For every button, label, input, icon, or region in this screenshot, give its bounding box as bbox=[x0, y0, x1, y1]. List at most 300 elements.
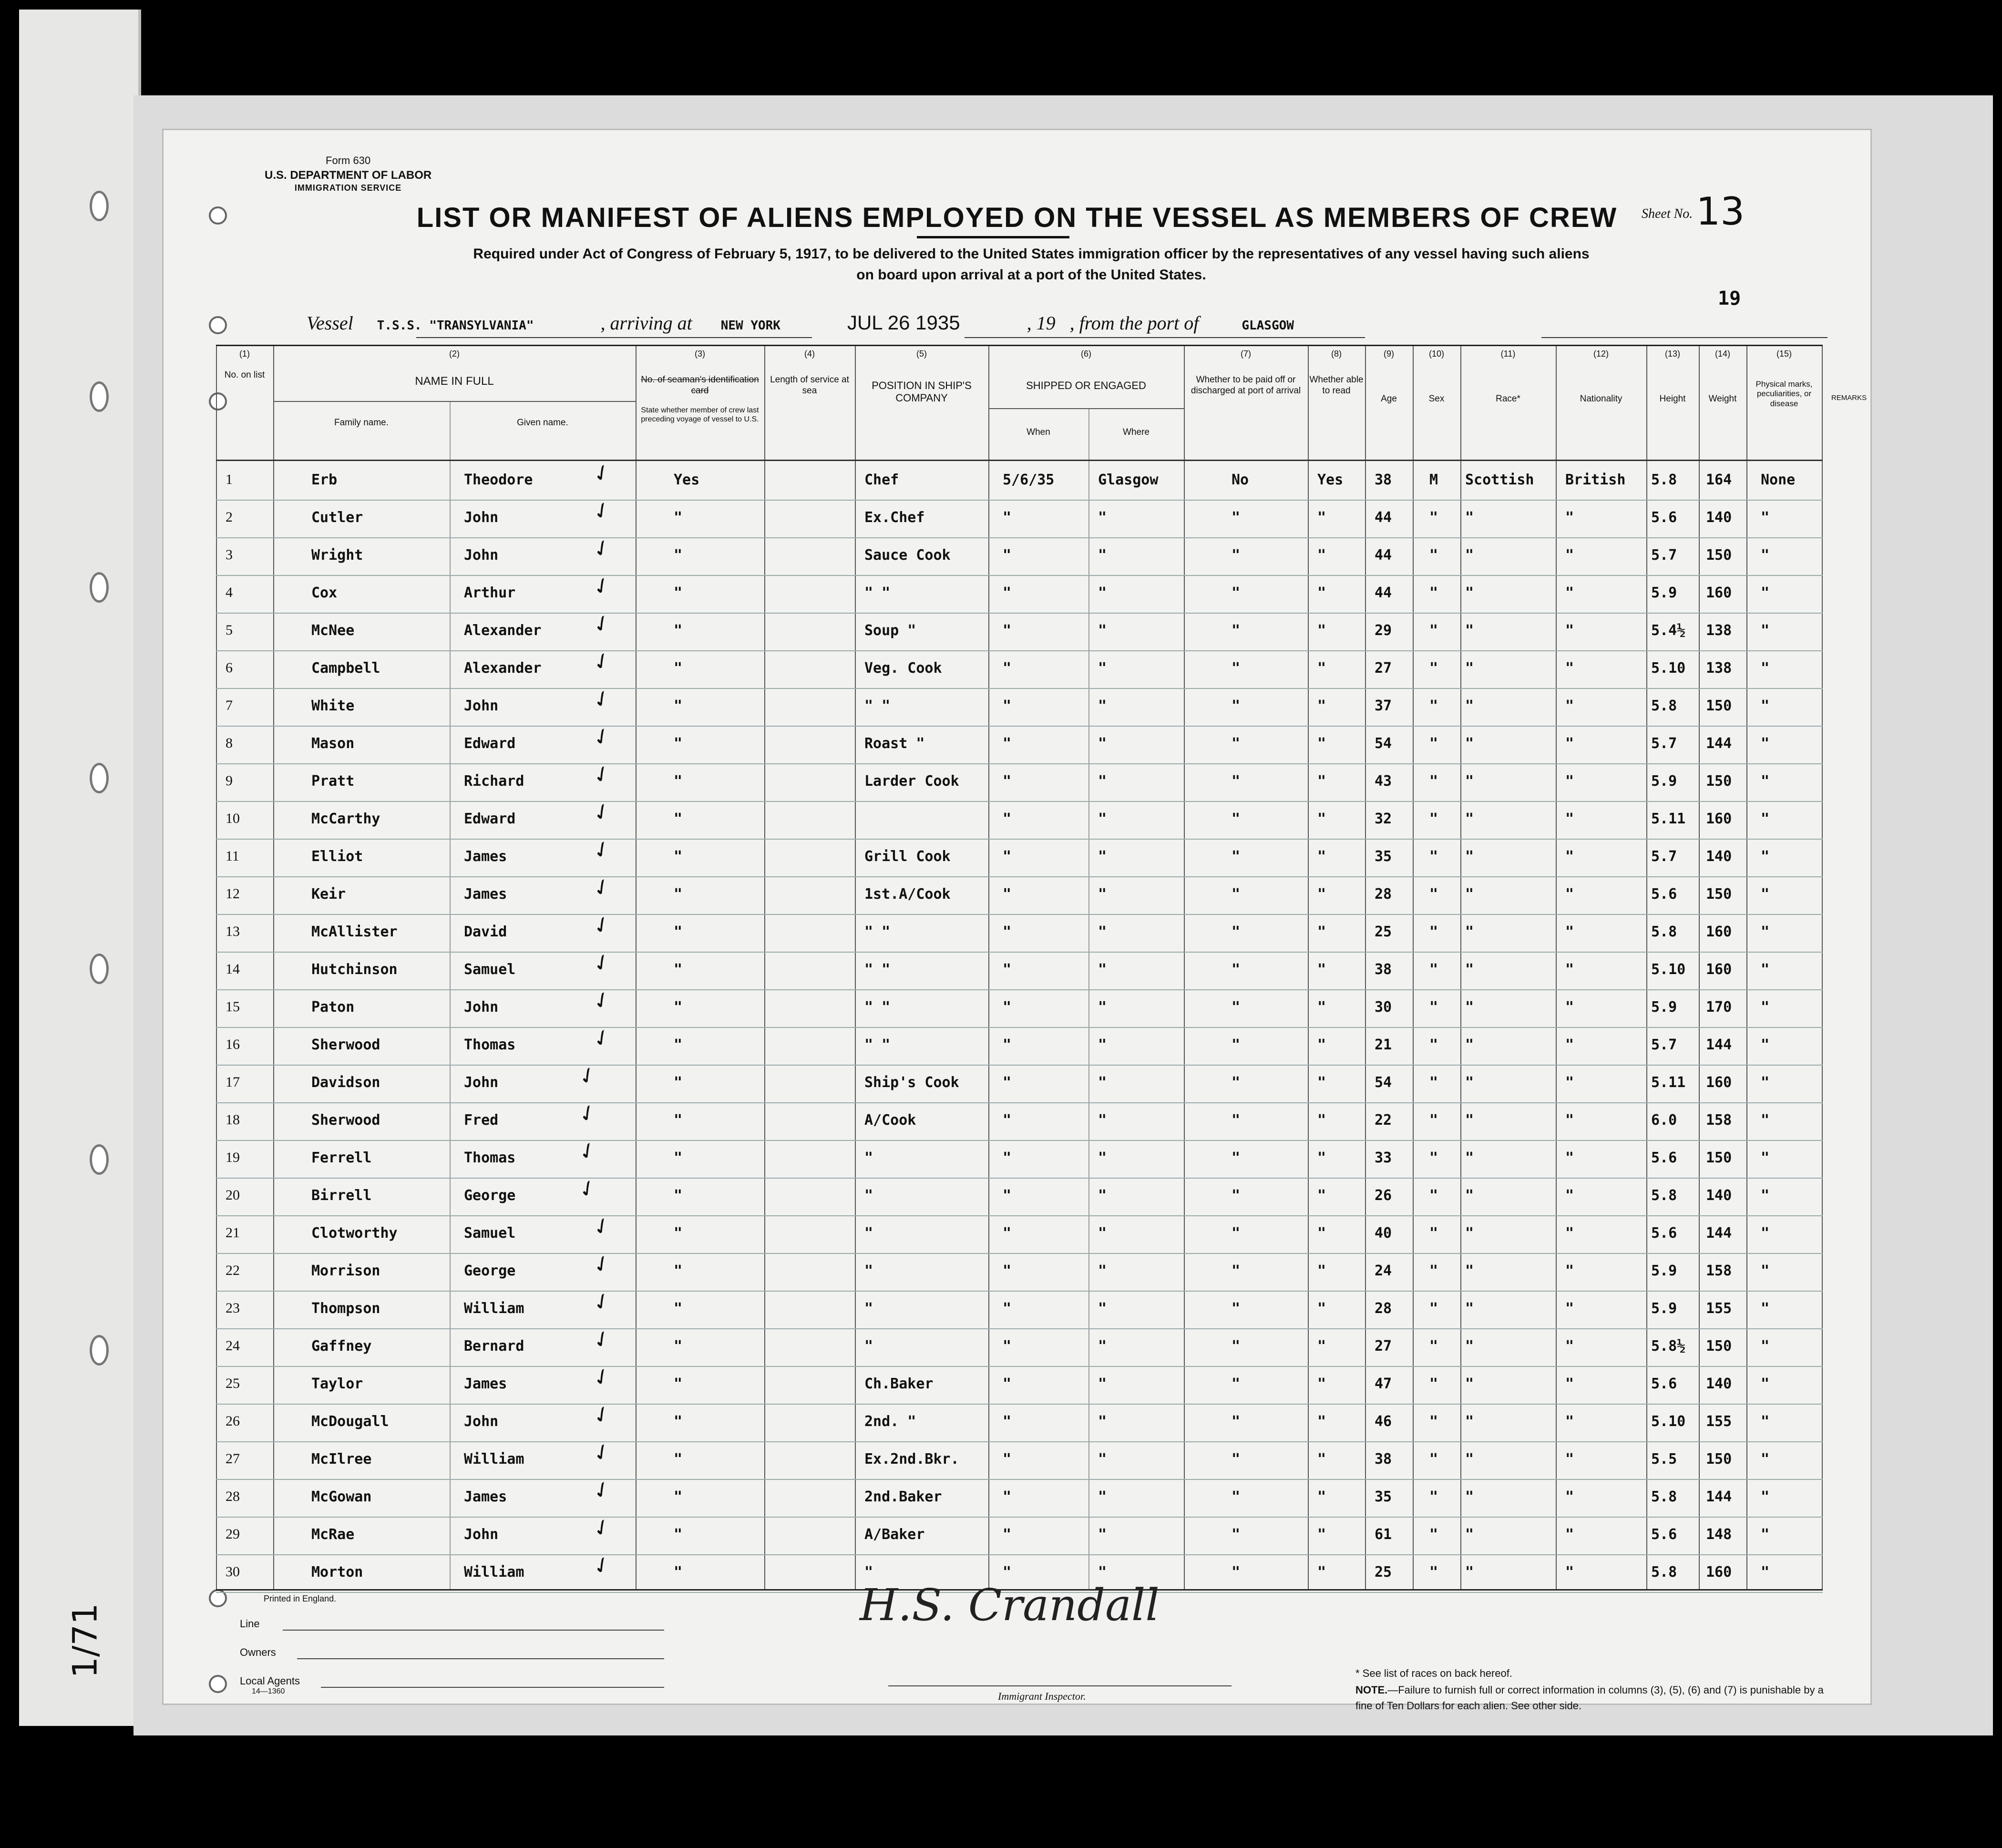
nationality: " bbox=[1565, 735, 1574, 752]
manifest-sheet bbox=[162, 129, 1872, 1712]
col-num: (7) bbox=[1241, 349, 1251, 359]
race: " bbox=[1465, 1150, 1474, 1166]
row-number: 6 bbox=[226, 660, 233, 676]
weight: 144 bbox=[1706, 1037, 1732, 1053]
check-mark: ✓ bbox=[587, 909, 616, 941]
shipped-when: " bbox=[1003, 773, 1012, 790]
able-to-read: " bbox=[1317, 961, 1326, 978]
able-to-read: " bbox=[1317, 848, 1326, 865]
given-name: Samuel bbox=[464, 1225, 516, 1242]
given-name: William bbox=[464, 1451, 524, 1468]
binder-hole bbox=[90, 191, 109, 221]
previous-voyage: " bbox=[674, 585, 683, 601]
physical-marks: " bbox=[1761, 1074, 1770, 1091]
row-number: 8 bbox=[226, 735, 233, 751]
check-mark: ✓ bbox=[587, 608, 616, 639]
previous-voyage: " bbox=[674, 848, 683, 865]
header-nationality: Nationality bbox=[1580, 394, 1622, 404]
shipped-when: " bbox=[1003, 1037, 1012, 1053]
age: 38 bbox=[1375, 1451, 1392, 1468]
nationality: " bbox=[1565, 1338, 1574, 1355]
previous-voyage: " bbox=[674, 1150, 683, 1166]
able-to-read: " bbox=[1317, 1225, 1326, 1242]
able-to-read: " bbox=[1317, 622, 1326, 639]
height: 5.9 bbox=[1651, 585, 1677, 601]
header-physical-marks: Physical marks, peculiarities, or disease bbox=[1756, 380, 1813, 408]
races-note: * See list of races on back hereof. bbox=[1355, 1667, 1512, 1679]
table-row bbox=[216, 533, 1823, 576]
age: 44 bbox=[1375, 585, 1392, 601]
table-row bbox=[216, 1211, 1823, 1254]
family-name: Sherwood bbox=[311, 1112, 380, 1129]
sex: " bbox=[1429, 886, 1438, 903]
shipped-where: " bbox=[1098, 999, 1107, 1016]
nationality: " bbox=[1565, 1225, 1574, 1242]
race: " bbox=[1465, 698, 1474, 714]
family-name: Morton bbox=[311, 1564, 363, 1581]
table-row bbox=[216, 646, 1823, 689]
shipped-where: " bbox=[1098, 660, 1107, 677]
previous-voyage: " bbox=[674, 1526, 683, 1543]
given-name: George bbox=[464, 1263, 516, 1279]
table-row bbox=[216, 1399, 1823, 1442]
header-given-name: Given name. bbox=[517, 418, 568, 428]
title-underline bbox=[917, 236, 1069, 238]
row-number: 3 bbox=[226, 547, 233, 563]
family-name: Paton bbox=[311, 999, 355, 1016]
age: 28 bbox=[1375, 886, 1392, 903]
row-number: 22 bbox=[226, 1263, 240, 1278]
weight: 138 bbox=[1706, 660, 1732, 677]
table-row bbox=[216, 1286, 1823, 1329]
shipped-when: 5/6/35 bbox=[1003, 472, 1055, 488]
shipped-where: " bbox=[1098, 1300, 1107, 1317]
sex: " bbox=[1429, 509, 1438, 526]
family-name: White bbox=[311, 698, 355, 714]
race: " bbox=[1465, 1451, 1474, 1468]
nationality: " bbox=[1565, 1112, 1574, 1129]
sex: " bbox=[1429, 735, 1438, 752]
check-mark: ✓ bbox=[587, 1022, 616, 1054]
shipped-where: " bbox=[1098, 622, 1107, 639]
paid-off: " bbox=[1232, 1376, 1241, 1392]
shipped-when: " bbox=[1003, 1526, 1012, 1543]
nationality: " bbox=[1565, 773, 1574, 790]
race: Scottish bbox=[1465, 472, 1534, 488]
position: 2nd.Baker bbox=[864, 1489, 942, 1505]
paid-off: " bbox=[1232, 1037, 1241, 1053]
header-able-read: Whether able to read bbox=[1309, 375, 1364, 396]
table-row bbox=[216, 1135, 1823, 1179]
col-num: (9) bbox=[1384, 349, 1394, 359]
binder-hole bbox=[90, 1144, 109, 1175]
able-to-read: " bbox=[1317, 547, 1326, 564]
form-number: Form 630 bbox=[326, 154, 371, 166]
height: 5.6 bbox=[1651, 1150, 1677, 1166]
physical-marks: " bbox=[1761, 1187, 1770, 1204]
paid-off: " bbox=[1232, 1300, 1241, 1317]
height: 5.6 bbox=[1651, 1225, 1677, 1242]
check-mark: ✓ bbox=[587, 457, 616, 489]
row-number: 30 bbox=[226, 1564, 240, 1580]
weight: 160 bbox=[1706, 961, 1732, 978]
physical-marks: " bbox=[1761, 1376, 1770, 1392]
previous-voyage: " bbox=[674, 1037, 683, 1053]
family-name: McRae bbox=[311, 1526, 355, 1543]
previous-voyage: " bbox=[674, 961, 683, 978]
race: " bbox=[1465, 735, 1474, 752]
paid-off: " bbox=[1232, 1338, 1241, 1355]
age: 38 bbox=[1375, 472, 1392, 488]
col-num: (6) bbox=[1081, 349, 1091, 359]
physical-marks: " bbox=[1761, 509, 1770, 526]
position: Roast " bbox=[864, 735, 925, 752]
physical-marks: " bbox=[1761, 622, 1770, 639]
height: 5.8 bbox=[1651, 924, 1677, 940]
departure-port: GLASGOW bbox=[1242, 318, 1294, 333]
position: Chef bbox=[864, 472, 899, 488]
given-name: George bbox=[464, 1187, 516, 1204]
table-row bbox=[216, 683, 1823, 727]
given-name: Bernard bbox=[464, 1338, 524, 1355]
age: 27 bbox=[1375, 1338, 1392, 1355]
shipped-where: " bbox=[1098, 1074, 1107, 1091]
previous-voyage: " bbox=[674, 1263, 683, 1279]
header-shipped: SHIPPED OR ENGAGED bbox=[1026, 380, 1146, 391]
position: " bbox=[864, 1300, 873, 1317]
race: " bbox=[1465, 1338, 1474, 1355]
shipped-when: " bbox=[1003, 1150, 1012, 1166]
agents-code: 14—1360 bbox=[252, 1687, 285, 1695]
shipped-when: " bbox=[1003, 1300, 1012, 1317]
height: 5.6 bbox=[1651, 509, 1677, 526]
printed-note: Printed in England. bbox=[264, 1594, 337, 1603]
given-name: James bbox=[464, 1376, 507, 1392]
shipped-when: " bbox=[1003, 999, 1012, 1016]
weight: 140 bbox=[1706, 848, 1732, 865]
previous-voyage: " bbox=[674, 1300, 683, 1317]
header-name-in-full: NAME IN FULL bbox=[415, 375, 494, 388]
able-to-read: " bbox=[1317, 1526, 1326, 1543]
position: " bbox=[864, 1338, 873, 1355]
shipped-when: " bbox=[1003, 1187, 1012, 1204]
nationality: " bbox=[1565, 1413, 1574, 1430]
race: " bbox=[1465, 1413, 1474, 1430]
given-name: David bbox=[464, 924, 507, 940]
family-name: McAllister bbox=[311, 924, 398, 940]
header-length-service: Length of service at sea bbox=[770, 375, 849, 396]
position: 1st.A/Cook bbox=[864, 886, 951, 903]
check-mark: ✓ bbox=[587, 570, 616, 602]
paid-off: " bbox=[1232, 886, 1241, 903]
check-mark: ✓ bbox=[587, 872, 616, 903]
given-name: James bbox=[464, 886, 507, 903]
col-num: (8) bbox=[1331, 349, 1342, 359]
paid-off: " bbox=[1232, 1413, 1241, 1430]
given-name: John bbox=[464, 1413, 499, 1430]
able-to-read: " bbox=[1317, 1074, 1326, 1091]
able-to-read: " bbox=[1317, 773, 1326, 790]
check-mark: ✓ bbox=[587, 1474, 616, 1506]
sex: " bbox=[1429, 698, 1438, 714]
check-mark: ✓ bbox=[587, 495, 616, 526]
paid-off: " bbox=[1232, 1225, 1241, 1242]
height: 5.11 bbox=[1651, 811, 1686, 827]
previous-voyage: " bbox=[674, 1112, 683, 1129]
previous-voyage: " bbox=[674, 660, 683, 677]
previous-voyage: " bbox=[674, 622, 683, 639]
sex: " bbox=[1429, 1112, 1438, 1129]
previous-voyage: " bbox=[674, 1225, 683, 1242]
inspector-label: Immigrant Inspector. bbox=[998, 1690, 1086, 1702]
able-to-read: " bbox=[1317, 698, 1326, 714]
weight: 150 bbox=[1706, 1338, 1732, 1355]
shipped-when: " bbox=[1003, 698, 1012, 714]
age: 33 bbox=[1375, 1150, 1392, 1166]
row-number: 10 bbox=[226, 811, 240, 826]
col-num: (14) bbox=[1715, 349, 1730, 359]
check-mark: ✓ bbox=[587, 721, 616, 752]
given-name: Alexander bbox=[464, 660, 542, 677]
shipped-when: " bbox=[1003, 509, 1012, 526]
race: " bbox=[1465, 1263, 1474, 1279]
row-number: 28 bbox=[226, 1489, 240, 1504]
binder-label: 1/71 bbox=[65, 1603, 105, 1678]
header-height: Height bbox=[1659, 394, 1686, 404]
check-mark: ✓ bbox=[587, 1361, 616, 1393]
race: " bbox=[1465, 1526, 1474, 1543]
height: 5.9 bbox=[1651, 773, 1677, 790]
height: 5.10 bbox=[1651, 961, 1686, 978]
row-number: 17 bbox=[226, 1074, 240, 1090]
paid-off: " bbox=[1232, 773, 1241, 790]
physical-marks: " bbox=[1761, 660, 1770, 677]
race: " bbox=[1465, 999, 1474, 1016]
shipped-when: " bbox=[1003, 1225, 1012, 1242]
weight: 160 bbox=[1706, 924, 1732, 940]
race: " bbox=[1465, 509, 1474, 526]
shipped-where: " bbox=[1098, 1489, 1107, 1505]
nationality: " bbox=[1565, 886, 1574, 903]
age: 26 bbox=[1375, 1187, 1392, 1204]
height: 5.8 bbox=[1651, 472, 1677, 488]
col-num: (1) bbox=[239, 349, 250, 359]
binder-hole bbox=[90, 572, 109, 603]
shipped-when: " bbox=[1003, 1413, 1012, 1430]
physical-marks: " bbox=[1761, 924, 1770, 940]
given-name: John bbox=[464, 999, 499, 1016]
sex: " bbox=[1429, 660, 1438, 677]
shipped-when: " bbox=[1003, 1338, 1012, 1355]
race: " bbox=[1465, 924, 1474, 940]
row-number: 5 bbox=[226, 622, 233, 638]
shipped-where: " bbox=[1098, 1338, 1107, 1355]
race: " bbox=[1465, 585, 1474, 601]
weight: 160 bbox=[1706, 585, 1732, 601]
position: " bbox=[864, 1564, 873, 1581]
family-name: Mason bbox=[311, 735, 355, 752]
sex: " bbox=[1429, 1074, 1438, 1091]
shipped-when: " bbox=[1003, 622, 1012, 639]
able-to-read: " bbox=[1317, 1150, 1326, 1166]
previous-voyage: " bbox=[674, 509, 683, 526]
sex: " bbox=[1429, 1376, 1438, 1392]
position: Soup " bbox=[864, 622, 916, 639]
nationality: " bbox=[1565, 585, 1574, 601]
paid-off: " bbox=[1232, 848, 1241, 865]
paid-off: " bbox=[1232, 961, 1241, 978]
vessel-underline bbox=[416, 337, 812, 338]
given-name: Thomas bbox=[464, 1037, 516, 1053]
fine-note bbox=[1355, 1682, 1832, 1714]
owners-label: Owners bbox=[240, 1646, 276, 1658]
sex: " bbox=[1429, 585, 1438, 601]
position: " " bbox=[864, 1037, 891, 1053]
height: 5.9 bbox=[1651, 999, 1677, 1016]
header-paid-off: Whether to be paid off or discharged at port of arrival bbox=[1191, 375, 1301, 396]
physical-marks: " bbox=[1761, 1564, 1770, 1581]
physical-marks: " bbox=[1761, 1112, 1770, 1129]
able-to-read: " bbox=[1317, 660, 1326, 677]
check-mark: ✓ bbox=[587, 1512, 616, 1543]
paid-off: " bbox=[1232, 509, 1241, 526]
height: 5.8½ bbox=[1651, 1338, 1686, 1355]
table-row bbox=[216, 1248, 1823, 1292]
physical-marks: " bbox=[1761, 1300, 1770, 1317]
page-number: 19 bbox=[1718, 287, 1741, 309]
age: 27 bbox=[1375, 660, 1392, 677]
check-mark: ✓ bbox=[587, 683, 616, 715]
nationality: " bbox=[1565, 848, 1574, 865]
physical-marks: " bbox=[1761, 773, 1770, 790]
date-underline bbox=[965, 337, 1365, 338]
check-mark: ✓ bbox=[587, 646, 616, 677]
shipped-when: " bbox=[1003, 735, 1012, 752]
shipped-when: " bbox=[1003, 1263, 1012, 1279]
race: " bbox=[1465, 1564, 1474, 1581]
family-name: McDougall bbox=[311, 1413, 389, 1430]
nationality: " bbox=[1565, 1489, 1574, 1505]
check-mark: ✓ bbox=[573, 1135, 602, 1167]
able-to-read: " bbox=[1317, 1564, 1326, 1581]
position: Grill Cook bbox=[864, 848, 951, 865]
age: 46 bbox=[1375, 1413, 1392, 1430]
previous-voyage: " bbox=[674, 773, 683, 790]
able-to-read: " bbox=[1317, 811, 1326, 827]
header-id-card-struck: No. of seaman's identification card bbox=[641, 375, 759, 396]
page-title: LIST OR MANIFEST OF ALIENS EMPLOYED ON THE VESSEL AS MEMBERS OF CREW bbox=[416, 202, 1618, 233]
previous-voyage: " bbox=[674, 1187, 683, 1204]
given-name: Richard bbox=[464, 773, 524, 790]
col-num: (2) bbox=[449, 349, 460, 359]
agents-label: Local Agents bbox=[240, 1675, 300, 1687]
sex: " bbox=[1429, 547, 1438, 564]
table-row bbox=[216, 608, 1823, 651]
check-mark: ✓ bbox=[587, 947, 616, 978]
position: Ex.2nd.Bkr. bbox=[864, 1451, 959, 1468]
previous-voyage: " bbox=[674, 735, 683, 752]
shipped-when: " bbox=[1003, 961, 1012, 978]
weight: 155 bbox=[1706, 1300, 1732, 1317]
binder-hole bbox=[90, 954, 109, 984]
position: Larder Cook bbox=[864, 773, 959, 790]
shipped-where: " bbox=[1098, 886, 1107, 903]
nationality: " bbox=[1565, 1150, 1574, 1166]
given-name: Edward bbox=[464, 811, 516, 827]
paid-off: " bbox=[1232, 1263, 1241, 1279]
able-to-read: " bbox=[1317, 1300, 1326, 1317]
family-name: Gaffney bbox=[311, 1338, 372, 1355]
header-position: POSITION IN SHIP'S COMPANY bbox=[872, 380, 972, 404]
shipped-where: " bbox=[1098, 1150, 1107, 1166]
shipped-where: " bbox=[1098, 1564, 1107, 1581]
previous-voyage: " bbox=[674, 999, 683, 1016]
table-row bbox=[216, 1437, 1823, 1480]
paid-off: " bbox=[1232, 1074, 1241, 1091]
table-row bbox=[216, 1361, 1823, 1405]
sex: " bbox=[1429, 1526, 1438, 1543]
given-name: William bbox=[464, 1564, 524, 1581]
physical-marks: " bbox=[1761, 698, 1770, 714]
shipped-when: " bbox=[1003, 811, 1012, 827]
able-to-read: " bbox=[1317, 999, 1326, 1016]
weight: 144 bbox=[1706, 1225, 1732, 1242]
previous-voyage: " bbox=[674, 811, 683, 827]
row-number: 24 bbox=[226, 1338, 240, 1354]
height: 5.5 bbox=[1651, 1451, 1677, 1468]
position: " " bbox=[864, 585, 891, 601]
line-field bbox=[283, 1630, 664, 1631]
subtitle-line2: on board upon arrival at a port of the United States. bbox=[856, 267, 1206, 283]
race: " bbox=[1465, 773, 1474, 790]
binder-hole bbox=[90, 763, 109, 793]
family-name: Clotworthy bbox=[311, 1225, 398, 1242]
shipped-when: " bbox=[1003, 886, 1012, 903]
weight: 164 bbox=[1706, 472, 1732, 488]
given-name: Fred bbox=[464, 1112, 499, 1129]
shipped-where: " bbox=[1098, 547, 1107, 564]
physical-marks: " bbox=[1761, 886, 1770, 903]
family-name: Hutchinson bbox=[311, 961, 398, 978]
arrival-port: NEW YORK bbox=[720, 318, 780, 333]
weight: 150 bbox=[1706, 1451, 1732, 1468]
row-number: 21 bbox=[226, 1225, 240, 1241]
check-mark: ✓ bbox=[587, 796, 616, 828]
header-family-name: Family name. bbox=[334, 418, 389, 428]
binder-hole bbox=[90, 1335, 109, 1365]
weight: 150 bbox=[1706, 698, 1732, 714]
position: 2nd. " bbox=[864, 1413, 916, 1430]
family-name: Pratt bbox=[311, 773, 355, 790]
nationality: " bbox=[1565, 1300, 1574, 1317]
shipped-when: " bbox=[1003, 1489, 1012, 1505]
header-age: Age bbox=[1381, 394, 1397, 404]
nationality: " bbox=[1565, 622, 1574, 639]
nationality: " bbox=[1565, 999, 1574, 1016]
shipped-when: " bbox=[1003, 924, 1012, 940]
nationality: " bbox=[1565, 1037, 1574, 1053]
punch-hole bbox=[209, 316, 227, 334]
position: " " bbox=[864, 961, 891, 978]
physical-marks: " bbox=[1761, 1037, 1770, 1053]
physical-marks: " bbox=[1761, 999, 1770, 1016]
shipped-where: " bbox=[1098, 811, 1107, 827]
table-row bbox=[216, 796, 1823, 840]
nationality: " bbox=[1565, 1263, 1574, 1279]
col-num: (4) bbox=[804, 349, 815, 359]
previous-voyage: " bbox=[674, 1338, 683, 1355]
weight: 148 bbox=[1706, 1526, 1732, 1543]
